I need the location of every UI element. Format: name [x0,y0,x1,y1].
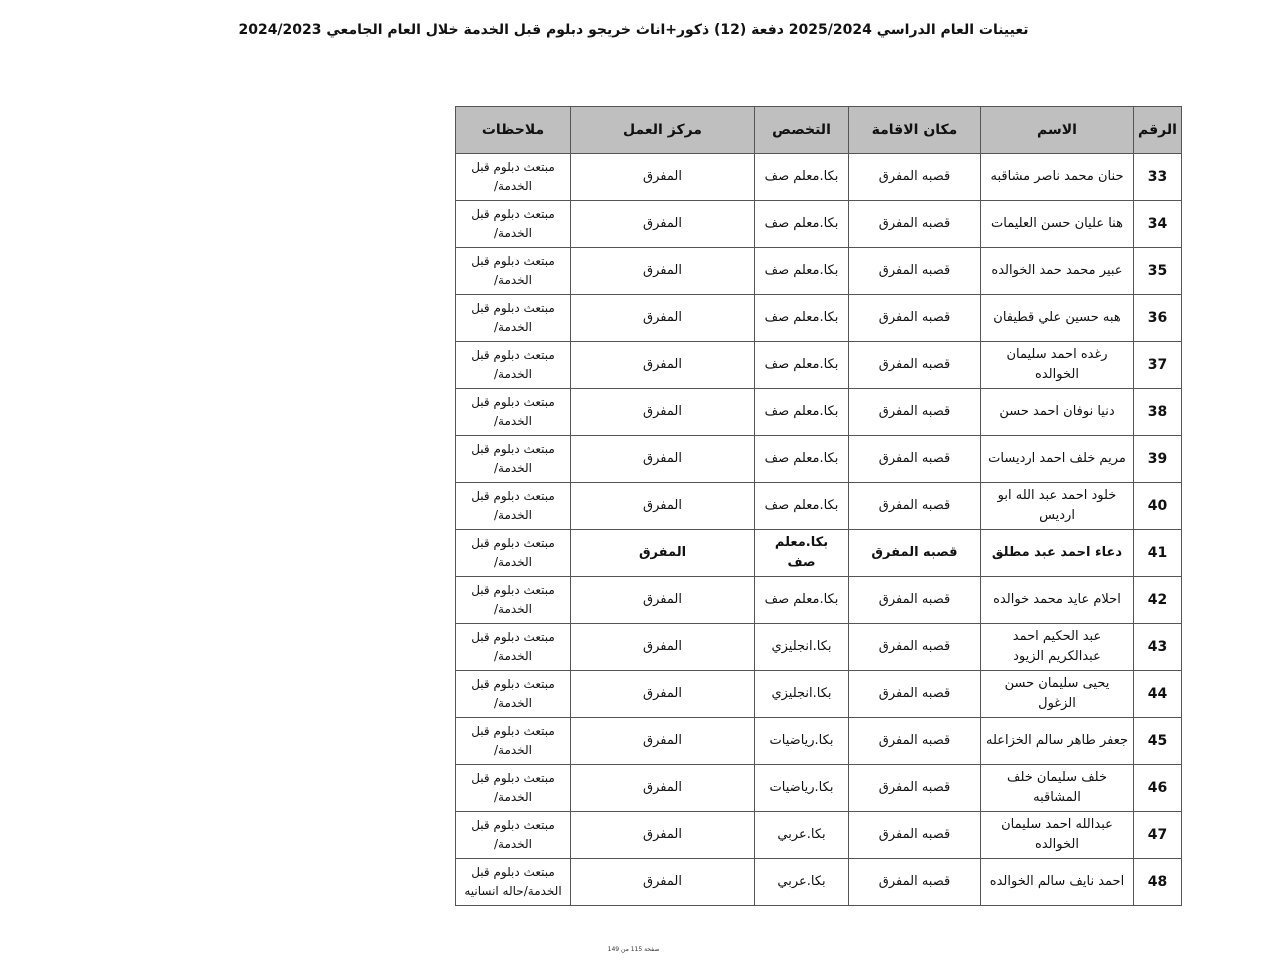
cell-notes: مبتعث دبلوم قبل الخدمة/ [456,765,571,812]
cell-notes: مبتعث دبلوم قبل الخدمة/ [456,154,571,201]
cell-number: 38 [1134,389,1182,436]
cell-number: 37 [1134,342,1182,389]
table-row [456,389,1182,436]
cell-notes: مبتعث دبلوم قبل الخدمة/ [456,718,571,765]
table-row [456,812,1182,859]
cell-notes: مبتعث دبلوم قبل الخدمة/ [456,248,571,295]
cell-notes: مبتعث دبلوم قبل الخدمة/ [456,295,571,342]
cell-name: يحيى سليمان حسن الزغول [981,671,1134,718]
cell-specialty: بكا.معلم صف [755,295,849,342]
cell-number: 43 [1134,624,1182,671]
cell-work-center: المفرق [571,342,755,389]
cell-number: 45 [1134,718,1182,765]
cell-name: خلود احمد عبد الله ابو ارديس [981,483,1134,530]
table-row [456,201,1182,248]
cell-name: عبير محمد حمد الخوالده [981,248,1134,295]
table-row [456,624,1182,671]
table-body [456,154,1182,906]
table-row [456,483,1182,530]
cell-residence: قصبه المفرق [849,248,981,295]
page-footer: صفحة 115 من 149 [607,946,660,953]
cell-residence: قصبه المفرق [849,295,981,342]
table-row [456,436,1182,483]
cell-work-center: المفرق [571,718,755,765]
cell-name: جعفر طاهر سالم الخزاعله [981,718,1134,765]
cell-residence: قصبه المفرق [849,812,981,859]
cell-residence: قصبه المفرق [849,436,981,483]
cell-name: رغده احمد سليمان الخوالده [981,342,1134,389]
cell-residence: قصبه المفرق [849,530,981,577]
cell-work-center: المفرق [571,812,755,859]
cell-name: عبدالله احمد سليمان الخوالده [981,812,1134,859]
cell-residence: قصبه المفرق [849,671,981,718]
cell-work-center: المفرق [571,436,755,483]
cell-work-center: المفرق [571,248,755,295]
cell-name: هبه حسين علي قطيفان [981,295,1134,342]
column-header-number: الرقم [1134,107,1182,154]
cell-residence: قصبه المفرق [849,718,981,765]
column-header-specialty: التخصص [755,107,849,154]
cell-number: 42 [1134,577,1182,624]
table-row [456,530,1182,577]
column-header-notes: ملاحظات [456,107,571,154]
column-header-work-center: مركز العمل [571,107,755,154]
cell-work-center: المفرق [571,859,755,906]
cell-notes: مبتعث دبلوم قبل الخدمة/ [456,812,571,859]
cell-number: 48 [1134,859,1182,906]
cell-number: 33 [1134,154,1182,201]
column-header-residence: مكان الاقامة [849,107,981,154]
cell-specialty: بكا.معلم صف [755,389,849,436]
cell-residence: قصبه المفرق [849,154,981,201]
table-row [456,154,1182,201]
table-row [456,859,1182,906]
cell-residence: قصبه المفرق [849,859,981,906]
page-title: تعيينات العام الدراسي 2025/2024 دفعة (12) ذكور+اناث خريجو دبلوم قبل الخدمة خلال العام الجامعي 2024/2023 [238,22,1029,38]
cell-notes: مبتعث دبلوم قبل الخدمة/ [456,389,571,436]
cell-specialty: بكا.معلم صف [755,342,849,389]
cell-work-center: المفرق [571,483,755,530]
cell-notes: مبتعث دبلوم قبل الخدمة/ [456,624,571,671]
cell-name: احمد نايف سالم الخوالده [981,859,1134,906]
cell-name: حنان محمد ناصر مشاقبه [981,154,1134,201]
cell-residence: قصبه المفرق [849,389,981,436]
cell-specialty: بكا.معلم صف [755,483,849,530]
cell-notes: مبتعث دبلوم قبل الخدمة/ [456,577,571,624]
cell-specialty: بكا.معلم صف [755,201,849,248]
table-header-row [456,107,1182,154]
cell-residence: قصبه المفرق [849,201,981,248]
table-row [456,718,1182,765]
cell-work-center: المفرق [571,295,755,342]
cell-number: 46 [1134,765,1182,812]
cell-number: 36 [1134,295,1182,342]
cell-notes: مبتعث دبلوم قبل الخدمة/حاله انسانيه [456,859,571,906]
cell-work-center: المفرق [571,765,755,812]
cell-notes: مبتعث دبلوم قبل الخدمة/ [456,201,571,248]
cell-specialty: بكا.عربي [755,859,849,906]
cell-specialty: بكا.معلم صف [755,248,849,295]
table-row [456,765,1182,812]
cell-name: دنيا نوفان احمد حسن [981,389,1134,436]
cell-name: دعاء احمد عبد مطلق [981,530,1134,577]
cell-specialty: بكا.رياضيات [755,718,849,765]
cell-number: 34 [1134,201,1182,248]
table-row [456,342,1182,389]
table-row [456,577,1182,624]
cell-residence: قصبه المفرق [849,577,981,624]
cell-specialty: بكا.معلم صف [755,530,849,577]
cell-notes: مبتعث دبلوم قبل الخدمة/ [456,342,571,389]
cell-work-center: المفرق [571,530,755,577]
cell-name: هنا عليان حسن العليمات [981,201,1134,248]
cell-name: خلف سليمان خلف المشاقبه [981,765,1134,812]
table-row [456,295,1182,342]
cell-number: 44 [1134,671,1182,718]
cell-number: 39 [1134,436,1182,483]
cell-specialty: بكا.معلم صف [755,154,849,201]
cell-work-center: المفرق [571,154,755,201]
cell-notes: مبتعث دبلوم قبل الخدمة/ [456,671,571,718]
appointments-table [455,106,1182,906]
cell-name: احلام عايد محمد خوالده [981,577,1134,624]
cell-residence: قصبه المفرق [849,765,981,812]
cell-specialty: بكا.انجليزي [755,624,849,671]
cell-specialty: بكا.انجليزي [755,671,849,718]
cell-work-center: المفرق [571,201,755,248]
cell-notes: مبتعث دبلوم قبل الخدمة/ [456,483,571,530]
cell-notes: مبتعث دبلوم قبل الخدمة/ [456,530,571,577]
cell-notes: مبتعث دبلوم قبل الخدمة/ [456,436,571,483]
cell-work-center: المفرق [571,389,755,436]
table-row [456,671,1182,718]
cell-specialty: بكا.رياضيات [755,765,849,812]
cell-number: 40 [1134,483,1182,530]
cell-number: 47 [1134,812,1182,859]
cell-number: 41 [1134,530,1182,577]
cell-number: 35 [1134,248,1182,295]
cell-name: عبد الحكيم احمد عبدالكريم الزيود [981,624,1134,671]
cell-specialty: بكا.عربي [755,812,849,859]
cell-work-center: المفرق [571,671,755,718]
column-header-name: الاسم [981,107,1134,154]
cell-residence: قصبه المفرق [849,342,981,389]
cell-name: مريم خلف احمد ارديسات [981,436,1134,483]
cell-specialty: بكا.معلم صف [755,577,849,624]
table-row [456,248,1182,295]
cell-residence: قصبه المفرق [849,624,981,671]
cell-work-center: المفرق [571,577,755,624]
cell-residence: قصبه المفرق [849,483,981,530]
cell-specialty: بكا.معلم صف [755,436,849,483]
cell-work-center: المفرق [571,624,755,671]
